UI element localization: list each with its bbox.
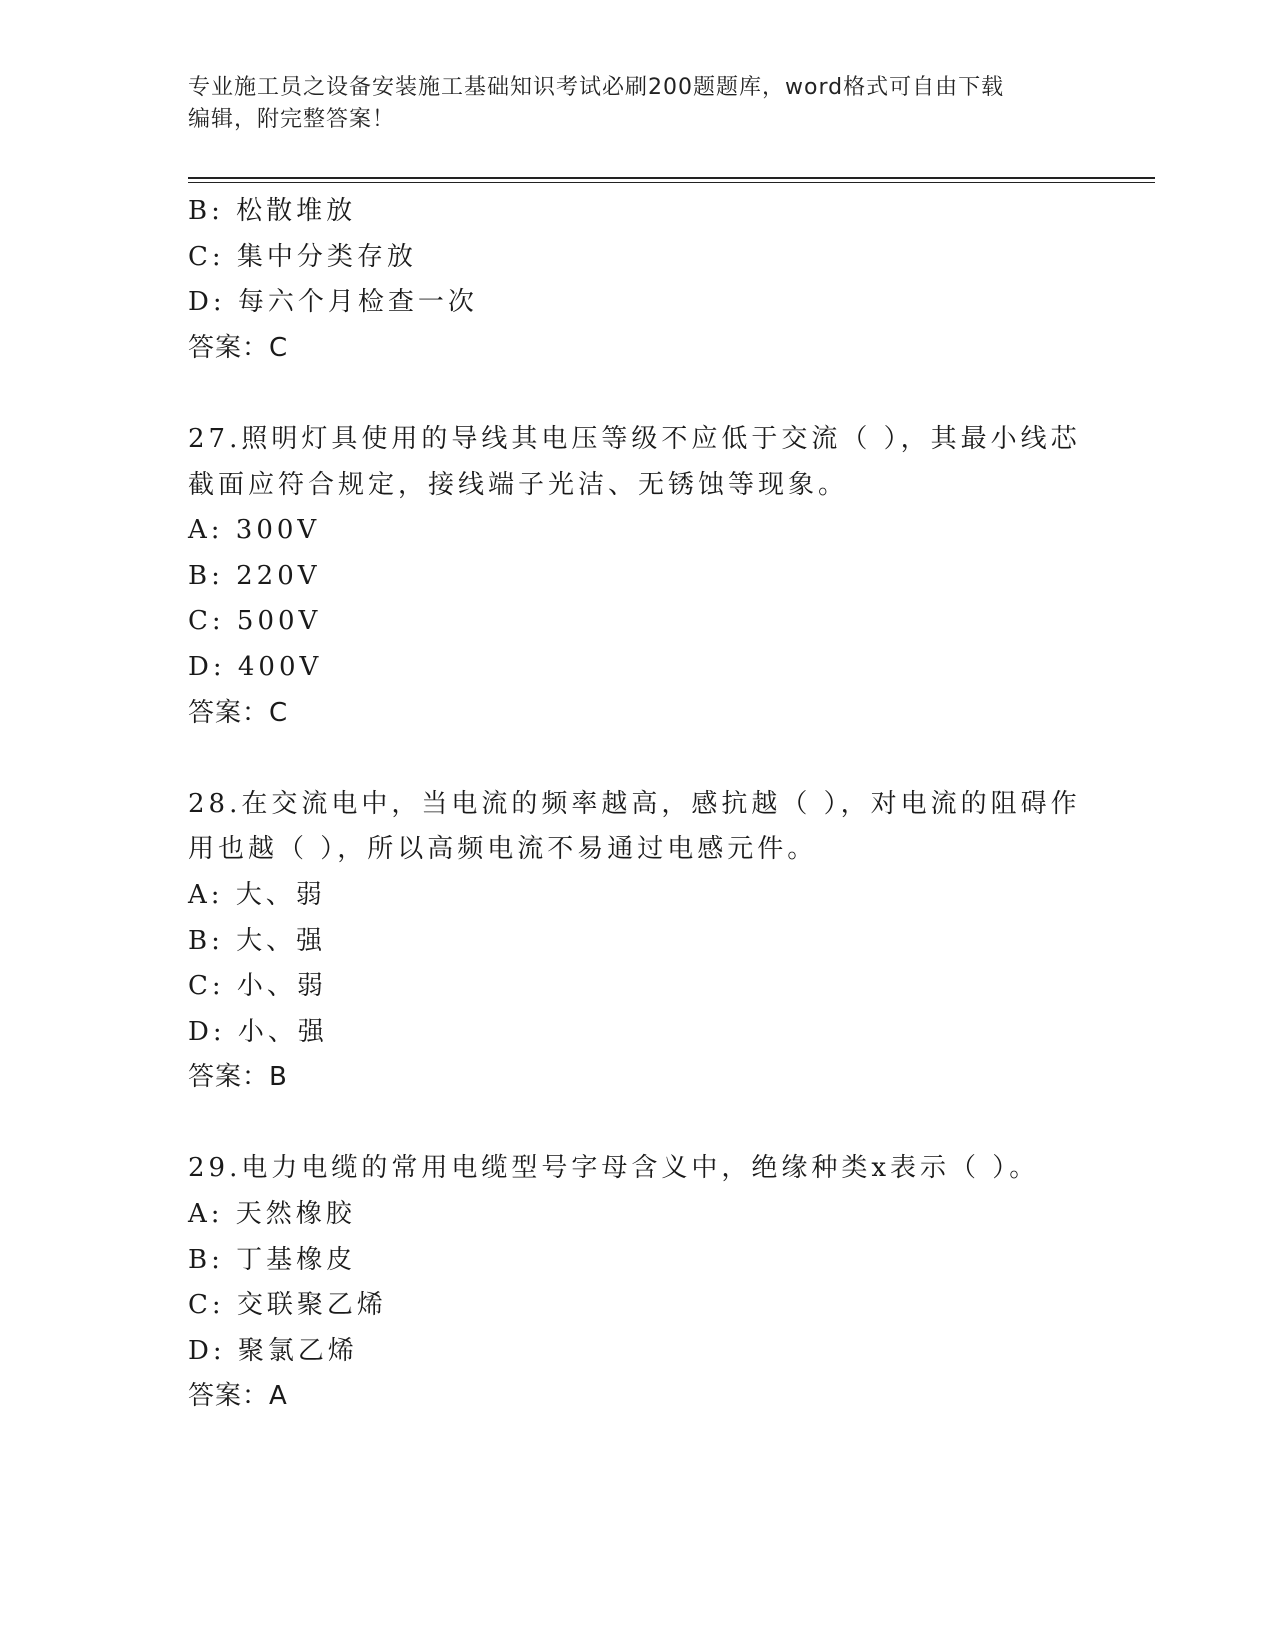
option-d: D: 400V <box>188 651 323 682</box>
header-line-2: 编辑，附完整答案！ <box>188 107 396 132</box>
option-d: D: 小、强 <box>188 1016 328 1047</box>
question-text-line-2: 截面应符合规定，接线端子光洁、无锈蚀等现象。 <box>188 469 849 500</box>
document-header <box>188 72 1088 136</box>
answer-line: 答案：C <box>188 697 289 728</box>
spacer <box>188 1101 1088 1147</box>
question-text-line-1: 29.电力电缆的常用电缆型号字母含义中，绝缘种类x表示（ ）。 <box>188 1153 1040 1184</box>
option-a: A: 300V <box>188 515 321 546</box>
option-c: C: 交联聚乙烯 <box>188 1290 387 1321</box>
spacer <box>188 371 1088 417</box>
option-a: A: 大、弱 <box>188 879 326 910</box>
answer-line: 答案：B <box>188 1062 288 1093</box>
spacer <box>188 736 1088 782</box>
question-26-continued <box>188 189 1088 371</box>
question-text-line-1: 28.在交流电中，当电流的频率越高，感抗越（ ），对电流的阻碍作 <box>188 788 1081 819</box>
question-27 <box>188 417 1088 736</box>
option-d: D: 聚氯乙烯 <box>188 1335 358 1366</box>
option-b: B: 松散堆放 <box>188 196 357 226</box>
header-line-1: 专业施工员之设备安装施工基础知识考试必刷200题题库，word格式可自由下载 <box>188 75 1005 100</box>
option-a: A: 天然橡胶 <box>188 1199 356 1230</box>
question-content <box>188 189 1088 1420</box>
answer-line: 答案：A <box>188 1381 288 1412</box>
option-b: B: 220V <box>188 560 321 591</box>
question-text-line-1: 27.照明灯具使用的导线其电压等级不应低于交流（ ），其最小线芯 <box>188 423 1081 454</box>
option-d: D: 每六个月检查一次 <box>188 287 478 318</box>
question-29 <box>188 1146 1088 1420</box>
question-text-line-2: 用也越（ ），所以高频电流不易通过电感元件。 <box>188 834 818 865</box>
answer-line: 答案：C <box>188 332 289 363</box>
option-b: B: 大、强 <box>188 925 327 956</box>
option-c: C: 500V <box>188 606 322 637</box>
option-c: C: 小、弱 <box>188 971 327 1002</box>
question-28 <box>188 782 1088 1101</box>
header-rule-thin <box>188 182 1155 183</box>
option-b: B: 丁基橡皮 <box>188 1244 357 1275</box>
header-rule-thick <box>188 177 1155 179</box>
option-c: C: 集中分类存放 <box>188 241 417 272</box>
